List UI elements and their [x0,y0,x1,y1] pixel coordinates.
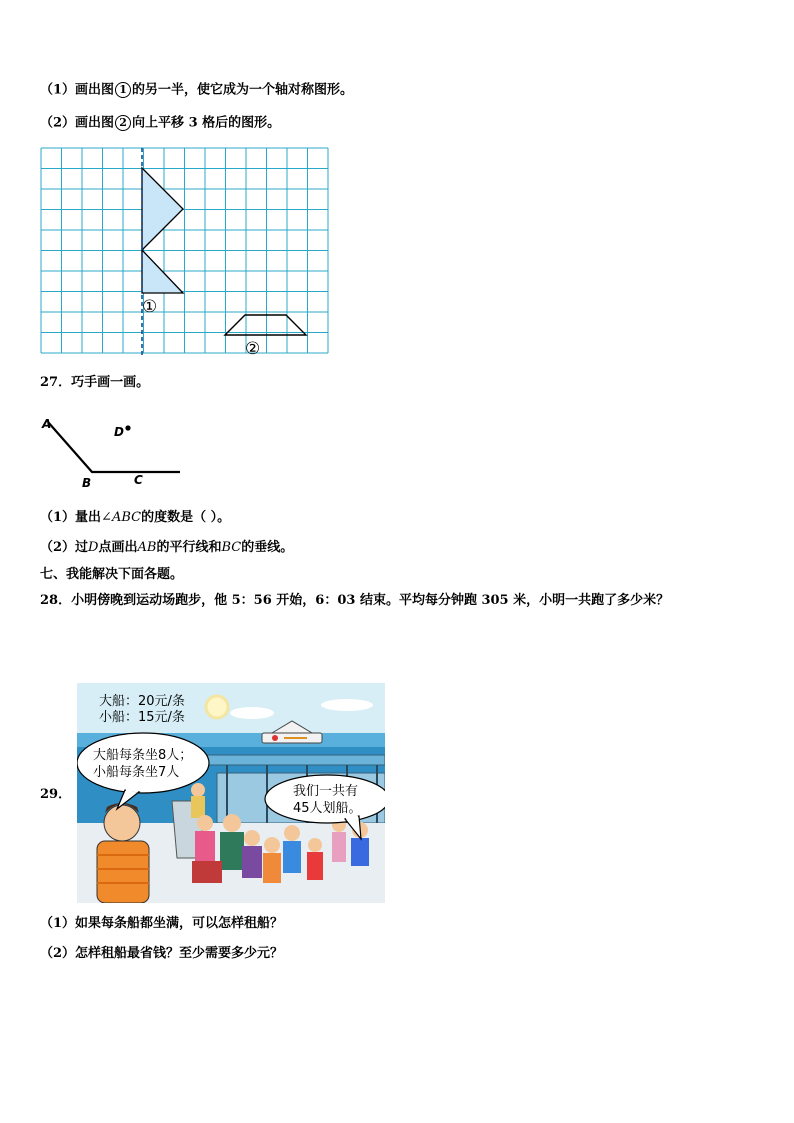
right-bubble-line2: 45人划船。 [293,801,362,816]
pier [187,755,385,765]
figure-1-mark: 1 [115,82,131,98]
q26-grid-figure [38,145,330,359]
angle-abc-symbol: ∠ABC [101,510,142,525]
q27-sub1 [40,510,230,526]
q27-sub1-suffix: 的度数是（ ）。 [141,510,231,525]
q29-sub1: （1）如果每条船都坐满，可以怎样租船？ [40,916,284,931]
line-bc-ref: BC [221,540,242,555]
point-d-dot [125,425,130,430]
point-d-label: D [114,425,124,439]
q29-boat-illustration [77,683,385,903]
q27-sub2 [40,540,293,556]
q26-sub1-suffix: 的另一半，使它成为一个轴对称图形。 [132,82,354,98]
point-b-label: B [82,476,92,490]
q27-sub2-part4: 的垂线。 [241,540,294,555]
figure-2-label: ② [245,339,261,359]
q27-title: 27．巧手画一画。 [40,375,150,390]
figure-2-mark: 2 [115,115,131,131]
cloud-icon [230,707,274,719]
q27-sub2-part2: 点画出 [98,540,138,555]
q26-sub2-prefix: （2）画出图 [40,115,115,131]
left-bubble-line2: 小船每条坐7人 [93,765,180,780]
grid-lines [41,148,328,353]
cloud-icon [321,699,373,711]
q29-sub2: （2）怎样租船最省钱？至少需要多少元？ [40,946,284,961]
section-7-title: 七、我能解决下面各题。 [40,567,184,582]
q27-sub2-part3: 的平行线和 [156,540,222,555]
figure-1-upper-triangle [142,168,183,250]
line-ab-ref: AB [137,540,157,555]
q27-sub1-prefix: （1）量出 [40,510,102,525]
q26-sub1 [40,82,353,99]
right-bubble-line1: 我们一共有 [293,784,359,799]
sun-icon [206,696,228,718]
q27-angle-figure [38,412,188,492]
q26-sub2 [40,115,280,132]
q26-sub1-prefix: （1）画出图 [40,82,115,98]
left-bubble-line1: 大船每条坐8人； [93,748,193,763]
q28-text: 28．小明傍晚到运动场跑步，他 5：56 开始，6：03 结束。平均每分钟跑 305 米，小明一共跑了多少米？ [40,593,670,608]
big-boat-price: 大船：20元/条 [99,694,185,709]
point-d-ref: D [88,540,99,555]
figure-1-label: ① [142,297,158,317]
q27-sub2-part1: （2）过 [40,540,89,555]
point-c-label: C [134,473,143,487]
point-a-label: A [42,417,52,431]
q26-sub2-suffix: 向上平移 3 格后的图形。 [132,115,281,131]
q29-number: 29． [40,787,72,802]
small-boat-price: 小船：15元/条 [99,710,185,725]
